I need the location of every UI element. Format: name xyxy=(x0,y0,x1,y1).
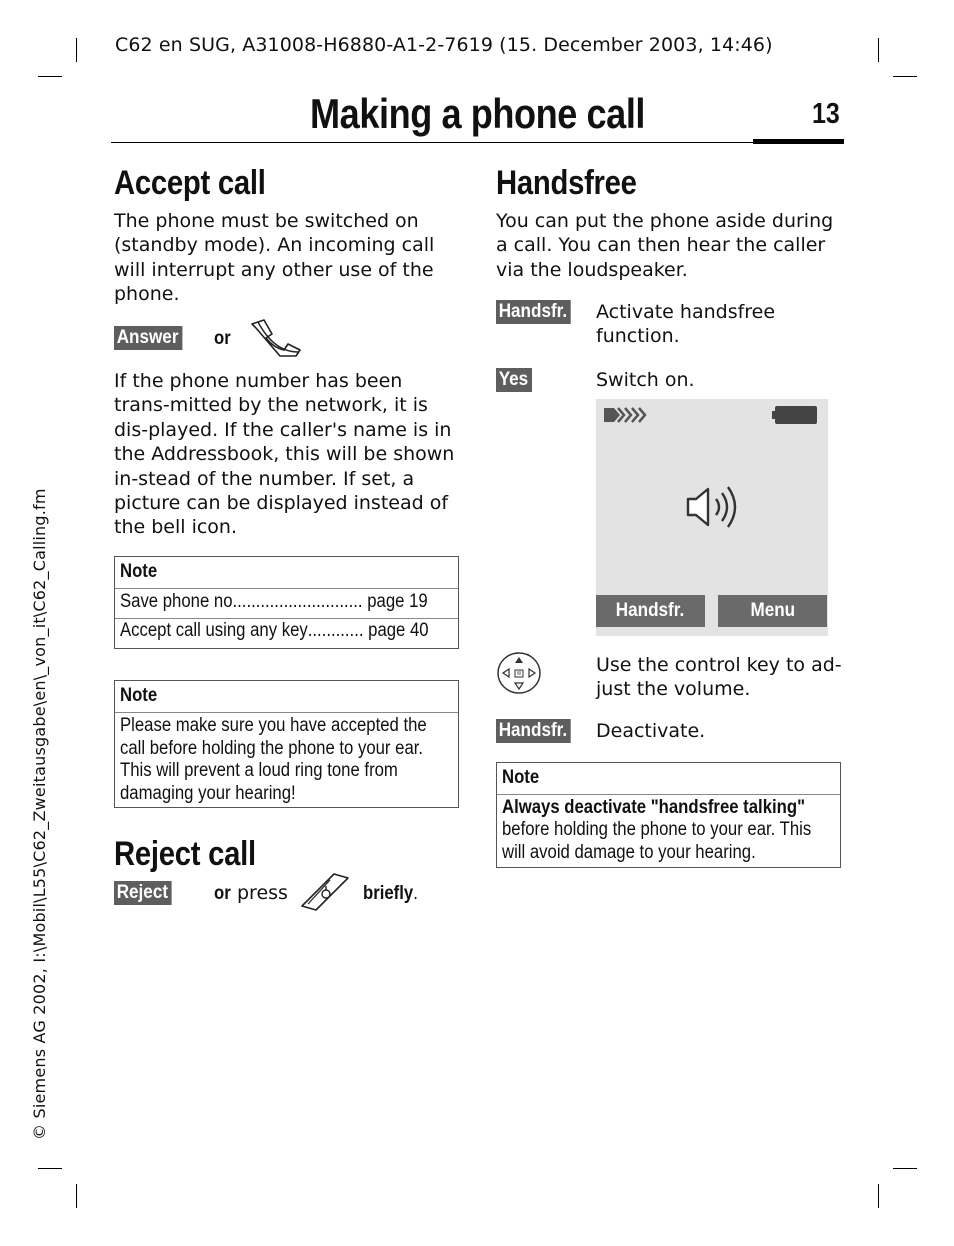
page-number: 13 xyxy=(812,98,840,130)
step-activate-text: Activate handsfree function. xyxy=(596,301,776,348)
note-title: Note xyxy=(120,561,158,582)
answer-softkey[interactable]: Answer xyxy=(114,326,182,350)
control-key-icon[interactable] xyxy=(496,651,542,695)
reject-softkey[interactable]: Reject xyxy=(114,881,172,905)
crop-mark xyxy=(878,38,879,62)
crop-mark xyxy=(878,1184,879,1208)
battery-icon xyxy=(772,406,818,424)
press-label: press xyxy=(237,882,288,904)
or-label: or xyxy=(214,883,231,904)
screen-right-softkey[interactable]: Menu xyxy=(718,595,827,627)
or-label: or xyxy=(214,328,231,349)
note-warning-text: Please make sure you have accepted the call before holding the phone to your ear. This will prevent a loud ring tone from damaging your hearing! xyxy=(120,715,427,804)
note-handsfree-bold: Always deactivate "handsfree talking" xyxy=(502,797,805,818)
header-rule xyxy=(111,142,844,143)
crop-mark xyxy=(893,1168,917,1169)
handsfree-deactivate-softkey[interactable]: Handsfr. xyxy=(496,719,571,743)
note-handsfree-text: before holding the phone to your ear. This will avoid damage to your hearing. xyxy=(502,819,812,863)
crop-mark xyxy=(76,38,77,62)
call-key-icon[interactable] xyxy=(250,318,302,358)
screen-left-softkey[interactable]: Handsfr. xyxy=(596,595,705,627)
handsfree-heading: Handsfree xyxy=(496,164,637,202)
reject-call-heading: Reject call xyxy=(114,835,256,873)
step-deactivate-text: Deactivate. xyxy=(596,720,706,742)
handsfree-intro: You can put the phone aside during a call. You can then hear the caller via the loudspeaker. xyxy=(496,210,834,281)
note-divider xyxy=(115,618,458,619)
note-row-accept-any-key: Accept call using any key............ page 40 xyxy=(120,620,429,641)
end-call-key-icon[interactable] xyxy=(300,872,350,912)
step-volume-text: Use the control key to ad-just the volume. xyxy=(596,654,842,701)
crop-mark xyxy=(38,76,62,77)
page-title: Making a phone call xyxy=(310,90,646,137)
accept-call-intro: The phone must be switched on (standby mode). An incoming call will interrupt any other use of the phone. xyxy=(114,210,435,306)
speaker-icon xyxy=(684,481,744,533)
signal-strength-icon xyxy=(604,406,652,424)
note-box-handsfree xyxy=(496,762,841,868)
note-title: Note xyxy=(120,685,158,706)
phone-display xyxy=(596,399,828,636)
document-id-line: C62 en SUG, A31008-H6880-A1-2-7619 (15. December 2003, 14:46) xyxy=(115,34,773,56)
crop-mark xyxy=(76,1184,77,1208)
crop-mark xyxy=(38,1168,62,1169)
file-path-sidebar: © Siemens AG 2002, I:\Mobil\L55\C62_Zweitausgabe\en\_von_it\C62_Calling.fm xyxy=(30,488,49,1140)
step-switch-on-text: Switch on. xyxy=(596,369,695,391)
briefly-label: briefly. xyxy=(363,883,418,904)
note-box-warning xyxy=(114,680,459,808)
page-ref-40[interactable]: page 40 xyxy=(368,620,429,641)
note-title: Note xyxy=(502,767,540,788)
note-box-references xyxy=(114,556,459,649)
note-divider xyxy=(115,588,458,589)
note-divider xyxy=(115,712,458,713)
header-rule-accent xyxy=(753,139,844,144)
yes-softkey[interactable]: Yes xyxy=(496,368,532,392)
note-divider xyxy=(497,794,840,795)
note-row-save-phone: Save phone no............................ page 19 xyxy=(120,591,428,612)
caller-display-text: If the phone number has been trans-mitted by the network, it is dis-played. If the caller's name is in the Addressbook, this will be shown in-stead of the number. If set, a picture can be displayed instead of the bell icon. xyxy=(114,370,455,539)
accept-call-heading: Accept call xyxy=(114,164,266,202)
crop-mark xyxy=(893,76,917,77)
page-ref-19[interactable]: page 19 xyxy=(367,591,428,612)
handsfree-softkey[interactable]: Handsfr. xyxy=(496,300,571,324)
